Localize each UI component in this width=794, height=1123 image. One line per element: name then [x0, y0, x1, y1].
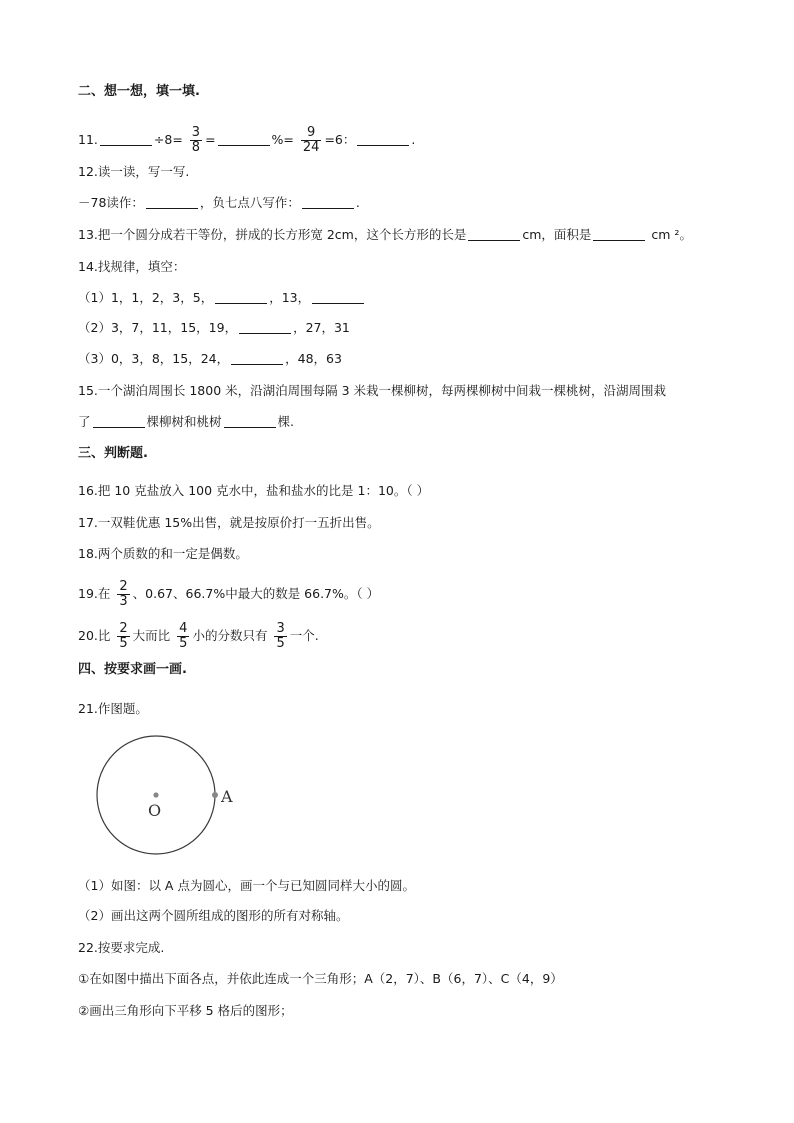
q14-row-2-after: ，27，31 [293, 320, 350, 335]
q11-eq6: =6： [324, 132, 356, 147]
q15-blank-total[interactable] [224, 413, 276, 428]
point-a [212, 792, 218, 798]
q14-row-3-before: （3）0，3，8，15，24， [78, 351, 230, 366]
fraction-denominator: 5 [119, 636, 128, 651]
q11-div: ÷8= [153, 132, 183, 147]
label-o: O [148, 801, 162, 820]
q11-eq: = [205, 132, 216, 147]
q13-blank-length[interactable] [468, 226, 520, 241]
circle-diagram [90, 730, 250, 860]
q11-end: . [411, 132, 416, 147]
fraction-denominator: 3 [119, 594, 128, 609]
question-13 [78, 225, 692, 245]
section-2-heading: 二、想一想，填一填. [78, 84, 200, 99]
q14-row-1-before: （1）1，1，2，3，5， [78, 290, 214, 305]
q14-row-2-before: （2）3，7，11，15，19， [78, 320, 238, 335]
fraction-denominator: 24 [302, 140, 320, 155]
q12-blank-read[interactable] [146, 194, 198, 209]
q11-blank-2[interactable] [218, 131, 270, 146]
q11-fraction-1 [190, 126, 202, 155]
circle-figure [90, 730, 250, 860]
q15-blank-willow[interactable] [93, 413, 145, 428]
question-12-body [78, 193, 360, 213]
question-18: 18.两个质数的和一定是偶数。 [78, 546, 248, 561]
question-12-title: 12.读一读，写一写. [78, 164, 190, 179]
question-11 [78, 126, 415, 155]
question-21-sub-2: （2）画出这两个圆所组成的图形的所有对称轴。 [78, 908, 349, 923]
q19-prefix: 19.在 [78, 586, 111, 601]
q11-prefix: 11. [78, 132, 98, 147]
q13-text-2: cm，面积是 [522, 227, 592, 242]
q20-end: 一个. [289, 628, 319, 643]
question-15-line-1: 15.一个湖泊周围长 1800 米，沿湖泊周围每隔 3 米栽一棵柳树，每两棵柳树中间栽一棵桃树，沿湖周围栽 [78, 383, 667, 398]
q20-mid-2: 小的分数只有 [192, 628, 268, 643]
section-4-heading: 四、按要求画一画. [78, 662, 187, 677]
q14-row-1-trail-blank[interactable] [312, 289, 364, 304]
fraction-numerator: 2 [119, 621, 128, 636]
fraction-denominator: 5 [276, 636, 285, 651]
q13-blank-area[interactable] [593, 226, 645, 241]
q11-blank-1[interactable] [100, 131, 152, 146]
q12-blank-write[interactable] [302, 194, 354, 209]
question-22-title: 22.按要求完成. [78, 940, 165, 955]
q15-text-b: 棵柳树和桃树 [146, 414, 222, 429]
q14-row-3 [78, 349, 342, 369]
q15-text-c: 棵. [277, 414, 295, 429]
center-point-o [153, 792, 158, 797]
question-15-line-2 [78, 412, 294, 432]
question-17: 17.一双鞋优惠 15%出售，就是按原价打一五折出售。 [78, 515, 380, 530]
q20-fraction-3 [274, 622, 286, 651]
q15-text-a: 了 [78, 414, 91, 429]
q14-row-1-blank[interactable] [215, 289, 267, 304]
question-21-title: 21.作图题。 [78, 701, 148, 716]
q11-fraction-2 [301, 126, 322, 155]
q19-fraction [117, 580, 129, 609]
section-3-heading: 三、判断题. [78, 446, 148, 461]
question-21-sub-1: （1）如图：以 A 点为圆心，画一个与已知圆同样大小的圆。 [78, 878, 415, 893]
fraction-numerator: 3 [276, 621, 285, 636]
q19-rest: 、0.67、66.7%中最大的数是 66.7%。（ ） [132, 586, 380, 601]
q14-row-3-after: ，48，63 [285, 351, 342, 366]
question-20 [78, 622, 319, 651]
question-22-step-2: ②画出三角形向下平移 5 格后的图形； [78, 1003, 293, 1018]
q14-row-1-after: ，13， [269, 290, 311, 305]
fraction-numerator: 2 [119, 579, 128, 594]
fraction-denominator: 8 [191, 140, 201, 155]
q14-row-1 [78, 288, 366, 308]
q13-text-3: cm ²。 [651, 227, 692, 242]
question-14-title: 14.找规律，填空： [78, 259, 186, 274]
q11-pct: %= [271, 132, 294, 147]
q20-mid-1: 大而比 [132, 628, 171, 643]
q12-end: . [355, 195, 360, 210]
q11-blank-3[interactable] [357, 131, 409, 146]
q13-text-1: 13.把一个圆分成若干等份，拼成的长方形宽 2cm，这个长方形的长是 [78, 227, 467, 242]
fraction-numerator: 4 [179, 621, 188, 636]
question-22-step-1: ①在如图中描出下面各点，并依此连成一个三角形；A（2，7）、B（6，7）、C（4，9） [78, 971, 563, 986]
q12-read-prefix: －78读作： [78, 195, 144, 210]
label-a: A [221, 787, 233, 806]
q14-row-2 [78, 318, 350, 338]
fraction-numerator: 9 [307, 125, 316, 140]
q14-row-2-blank[interactable] [239, 319, 291, 334]
question-19 [78, 580, 379, 609]
q20-prefix: 20.比 [78, 628, 111, 643]
q12-write: ，负七点八写作： [199, 195, 300, 210]
question-16: 16.把 10 克盐放入 100 克水中，盐和盐水的比是 1：10。（ ） [78, 483, 430, 498]
q14-row-3-blank[interactable] [231, 350, 283, 365]
q20-fraction-2 [177, 622, 189, 651]
fraction-numerator: 3 [191, 125, 201, 140]
fraction-denominator: 5 [179, 636, 188, 651]
q20-fraction-1 [117, 622, 129, 651]
